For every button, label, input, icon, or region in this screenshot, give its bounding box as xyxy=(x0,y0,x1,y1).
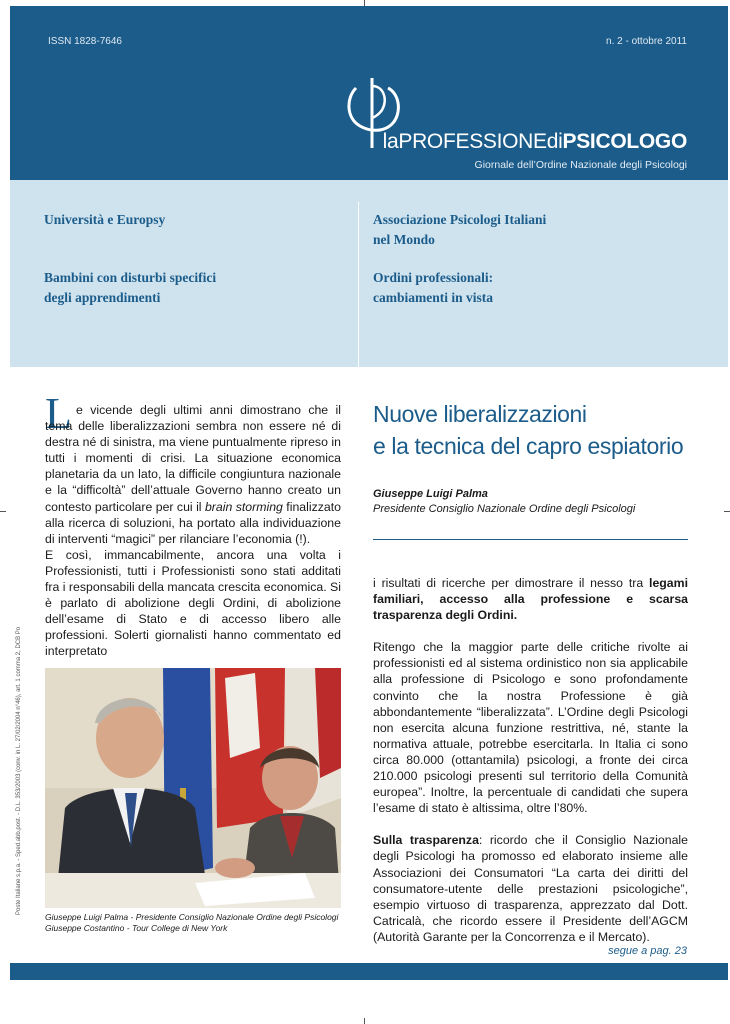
paragraph xyxy=(45,402,341,547)
topic-line: Bambini con disturbi specifici xyxy=(44,270,217,285)
text-run: : ricordo che il Consiglio Nazionale degli Psicologi ha promosso ed elaborato insieme alle Associazioni dei Consumatori “La carta dei diritti del consumatore-utente delle prestazioni psicologiche”, esempio virtuoso di trasparenza, apprezzato dal Dott. Catricalà, che ricordo essere il Presidente dell’AGCM (Autorità Garante per la Concorrenza e il Mercato). xyxy=(373,833,688,944)
text-run: i risultati di ricerche per dimostrare il nesso tra xyxy=(373,576,650,590)
crop-mark xyxy=(724,511,730,512)
photo-illustration xyxy=(45,668,341,908)
text-run-italic: brain storming xyxy=(204,499,283,514)
text-run-bold: legami familiari, accesso alla professione e scarsa trasparenza degli Ordini. xyxy=(373,576,688,623)
article-left-column xyxy=(45,402,341,660)
topic-ordini xyxy=(373,268,493,308)
topic-associazione xyxy=(373,210,546,250)
author-role: Presidente Consiglio Nazionale Ordine degli Psicologi xyxy=(373,503,636,515)
topic-line: Università e Europsy xyxy=(44,212,166,227)
title-line: Nuove liberalizzazioni xyxy=(373,401,587,427)
topic-bambini xyxy=(44,268,216,308)
drop-cap: L xyxy=(45,389,72,438)
caption-line: Giuseppe Costantino - Tour College di New York xyxy=(45,923,228,933)
topics-band xyxy=(10,180,728,367)
paragraph xyxy=(373,832,688,945)
issue-label: n. 2 - ottobre 2011 xyxy=(606,36,687,47)
title-line: e la tecnica del capro espiatorio xyxy=(373,433,684,459)
text-run: e vicende degli ultimi anni dimostrano che il tema delle liberalizzazioni sembra non essere né di destra né di sinistra, ma viene puntualmente ripreso in tutti i momenti di crisi. La situazione economica planetaria da un lato, la difficile congiuntura nazionale e la “difficoltà” dell’attuale Governo hanno creato un contesto particolare per cui il xyxy=(45,403,341,514)
crop-mark xyxy=(364,1018,365,1024)
masthead-professione: PROFESSIONE xyxy=(398,130,547,153)
text-run: finalizzato alla ricerca di soluzioni, ha portato alla individuazione di interventi “magici” per rilanciare l’economia (!). xyxy=(45,499,341,546)
paragraph xyxy=(373,575,688,623)
footer-bar xyxy=(10,963,728,980)
topic-line: cambiamenti in vista xyxy=(373,290,493,305)
article-right-column xyxy=(373,575,688,945)
author-name: Giuseppe Luigi Palma xyxy=(373,488,488,500)
paragraph: Ritengo che la maggior parte delle critiche rivolte ai professionisti ed al sistema ordinistico non sia applicabile alla professione di Psicologo e sono profondamente convinto che la nostra Professione è già abbondantemente “liberalizzata”. L’Ordine degli Psicologi non esercita alcuna funzione restrittiva, né, stante la normativa attuale, potrebbe esercitarla. In Italia ci sono circa 80.000 (ottantamila) psicologi, a fronte dei circa 210.000 psicologi presenti sul territorio della Comunità europea”. Inoltre, la percentuale di candidati che supera l’esame di stato è altissima, oltre l’80%. xyxy=(373,640,688,816)
topic-line: Associazione Psicologi Italiani xyxy=(373,212,547,227)
journal-title xyxy=(383,130,687,154)
crop-mark xyxy=(0,511,6,512)
article-photo xyxy=(45,668,341,908)
photo-caption xyxy=(45,912,338,934)
article-title xyxy=(373,398,683,462)
continued-link[interactable]: segue a pag. 23 xyxy=(608,945,687,957)
topics-divider xyxy=(358,202,359,368)
caption-line: Giuseppe Luigi Palma - Presidente Consiglio Nazionale Ordine degli Psicologi xyxy=(45,912,339,922)
topic-line: Ordini professionali: xyxy=(373,270,494,285)
topic-line: degli apprendimenti xyxy=(44,290,161,305)
masthead-la: la xyxy=(382,130,399,153)
masthead-di: di xyxy=(546,130,563,153)
paragraph: E così, immancabilmente, ancora una volta i Professionisti, tutti i Professionisti sono stati additati fra i responsabili della mancata crescita economica. Si è parlato di abolizione degli Ordini, di abolizione dell’esame di Stato e di accesso libero alle professioni. Solerti giornalisti hanno commentato ed interpretato xyxy=(45,547,341,659)
postal-notice: Poste Italiane s.p.a. - Sped.abb.post. - D.L. 353/2003 (conv. in L. 27/02/2004 n°46), art. 1 comma 2, DCB Po xyxy=(16,626,22,915)
topic-line: nel Mondo xyxy=(373,232,435,247)
masthead-header xyxy=(10,6,728,180)
title-rule xyxy=(373,539,688,540)
topic-universita xyxy=(44,210,165,230)
issn-label: ISSN 1828-7646 xyxy=(48,36,122,47)
journal-subtitle: Giornale dell’Ordine Nazionale degli Psicologi xyxy=(474,159,687,171)
text-run-bold: Sulla trasparenza xyxy=(373,833,479,848)
masthead-psicologo: PSICOLOGO xyxy=(562,130,687,153)
